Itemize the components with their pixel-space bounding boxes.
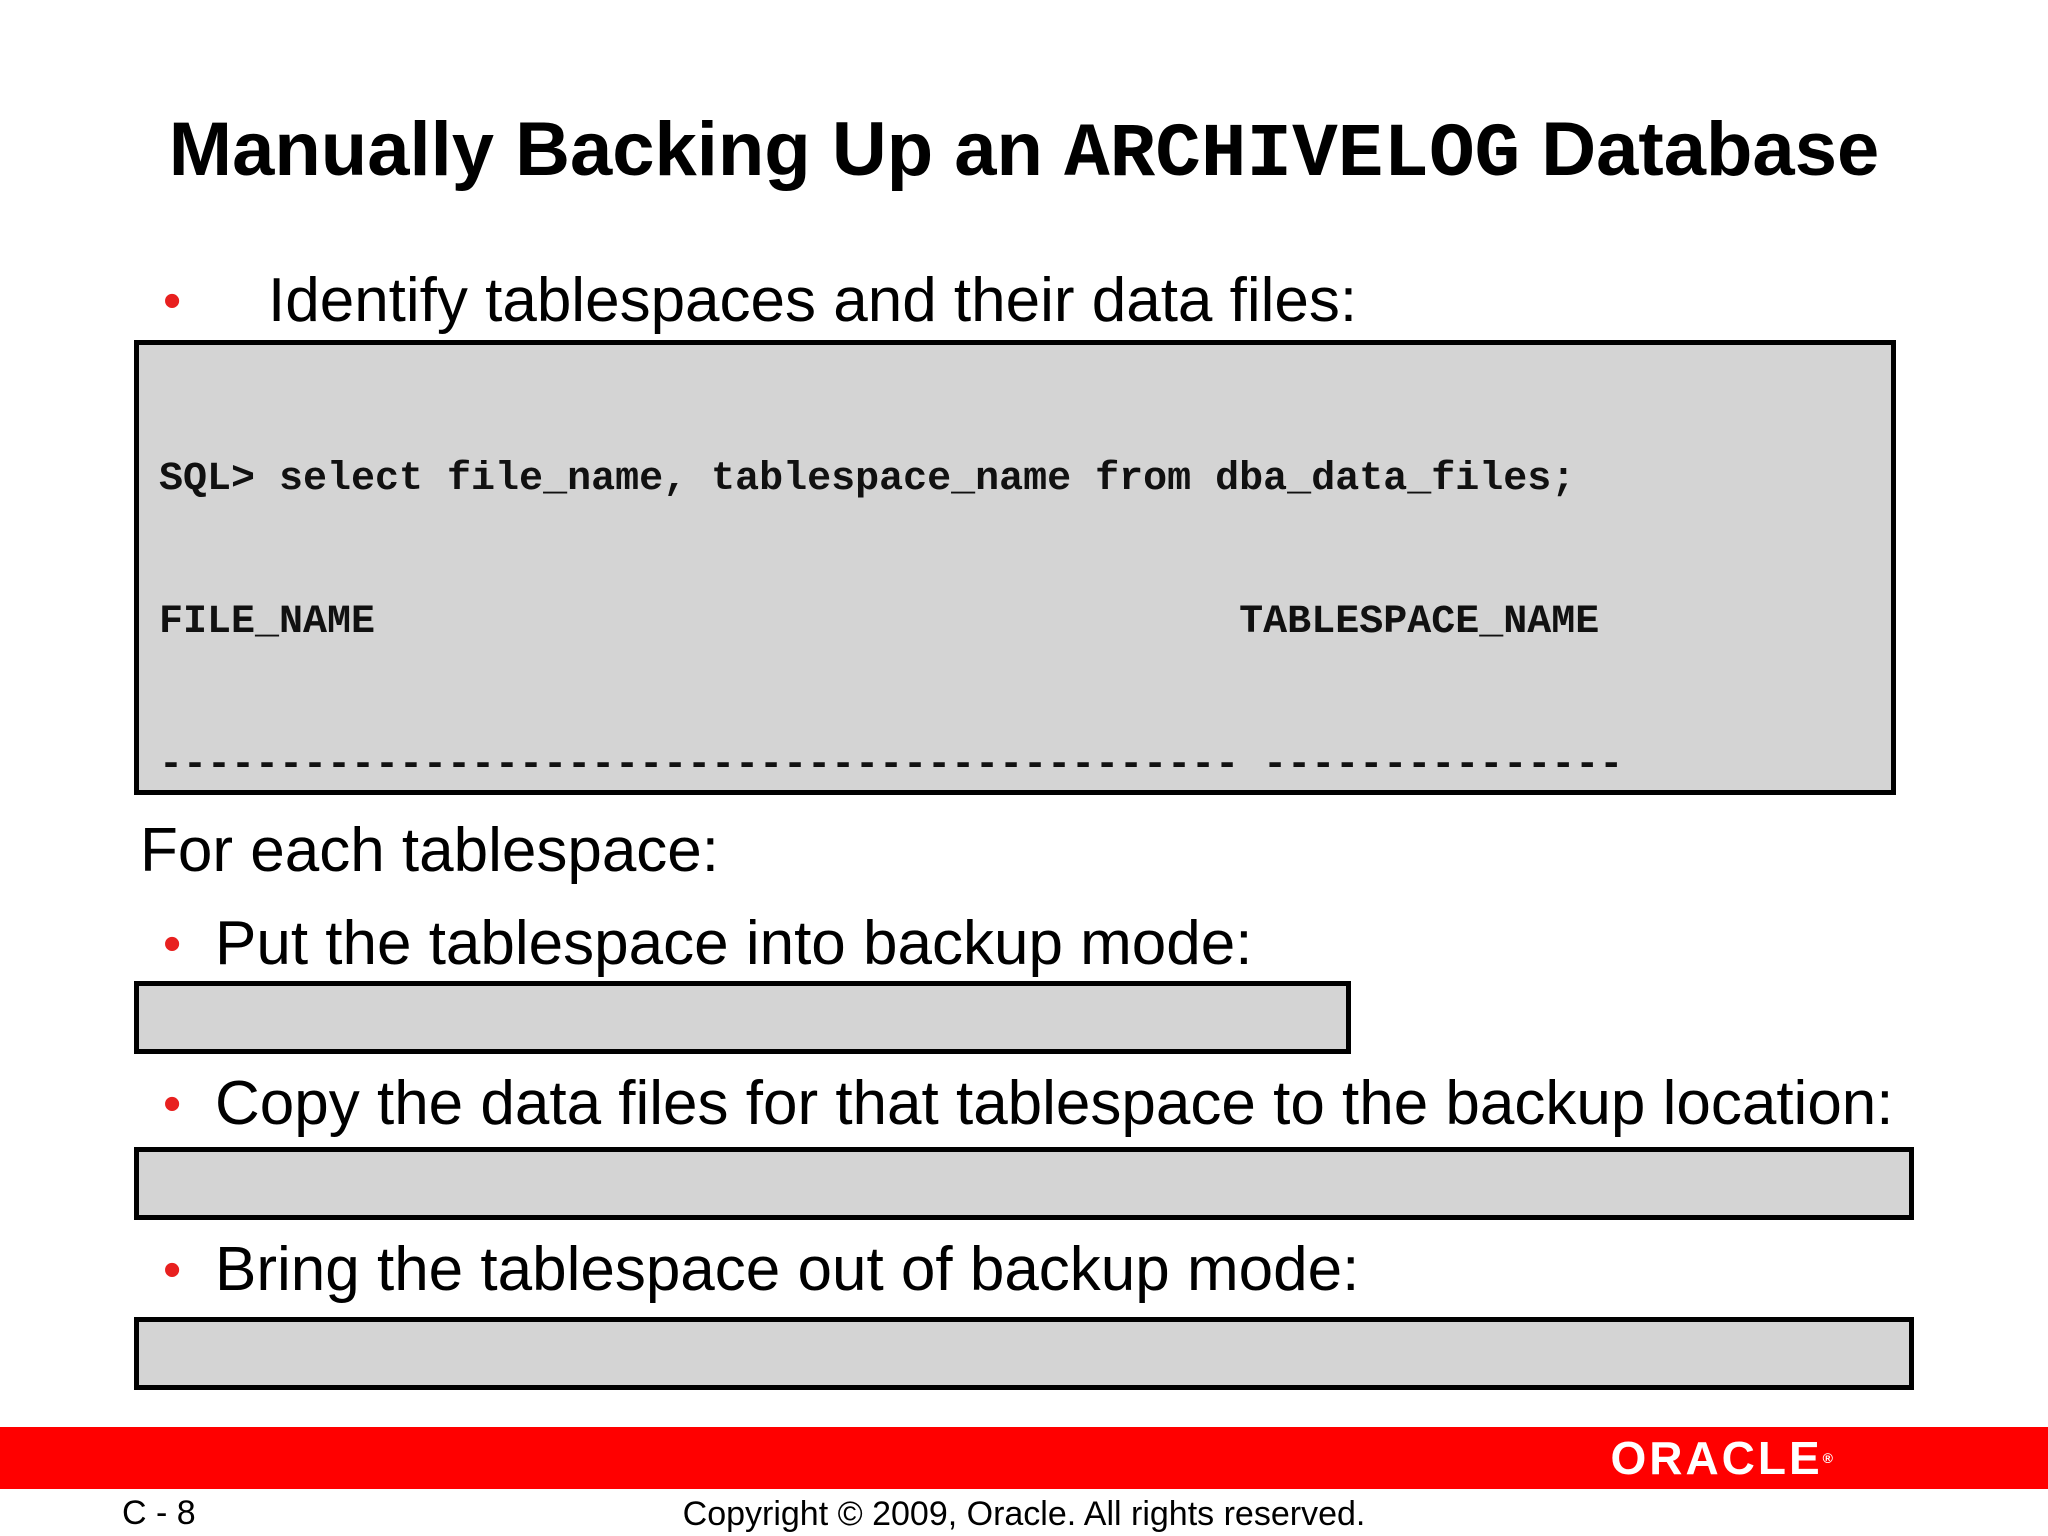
- bullet-end-backup: Bring the tablespace out of backup mode:: [215, 1235, 1360, 1304]
- for-each-tablespace-heading: For each tablespace:: [140, 816, 720, 885]
- registered-mark: ®: [1822, 1450, 1833, 1466]
- title-mono-term: ARCHIVELOG: [1064, 112, 1521, 198]
- bullet-icon: •: [163, 1241, 182, 1299]
- code-block-datafiles-query: [134, 340, 1896, 795]
- slide-title: [0, 104, 2048, 201]
- bullet-begin-backup: Put the tablespace into backup mode:: [215, 909, 1253, 978]
- oracle-logo: [1610, 1433, 1833, 1483]
- code-line: SQL> select file_name, tablespace_name from dba_data_files;: [159, 456, 1576, 502]
- title-prefix: Manually Backing Up an: [168, 107, 1065, 192]
- bullet-copy-datafiles: Copy the data files for that tablespace to the backup location:: [215, 1069, 1894, 1138]
- oracle-logo-text: ORACLE: [1610, 1432, 1823, 1484]
- copyright-notice: Copyright © 2009, Oracle. All rights reserved.: [682, 1495, 1366, 1533]
- code-line: --------------------------------------------- ---------------: [159, 743, 1624, 789]
- bullet-icon: •: [163, 915, 182, 973]
- code-block-begin-backup: [134, 981, 1351, 1054]
- code-line: FILE_NAME TABLESPACE_NAME: [159, 599, 1600, 645]
- code-block-end-backup: [134, 1317, 1914, 1390]
- bullet-icon: •: [163, 1075, 182, 1133]
- title-suffix: Database: [1520, 107, 1880, 192]
- bullet-icon: •: [163, 272, 182, 330]
- bullet-identify-tablespaces: Identify tablespaces and their data files:: [268, 266, 1358, 335]
- page-number: C - 8: [122, 1494, 196, 1532]
- code-block-copy-command: [134, 1147, 1914, 1220]
